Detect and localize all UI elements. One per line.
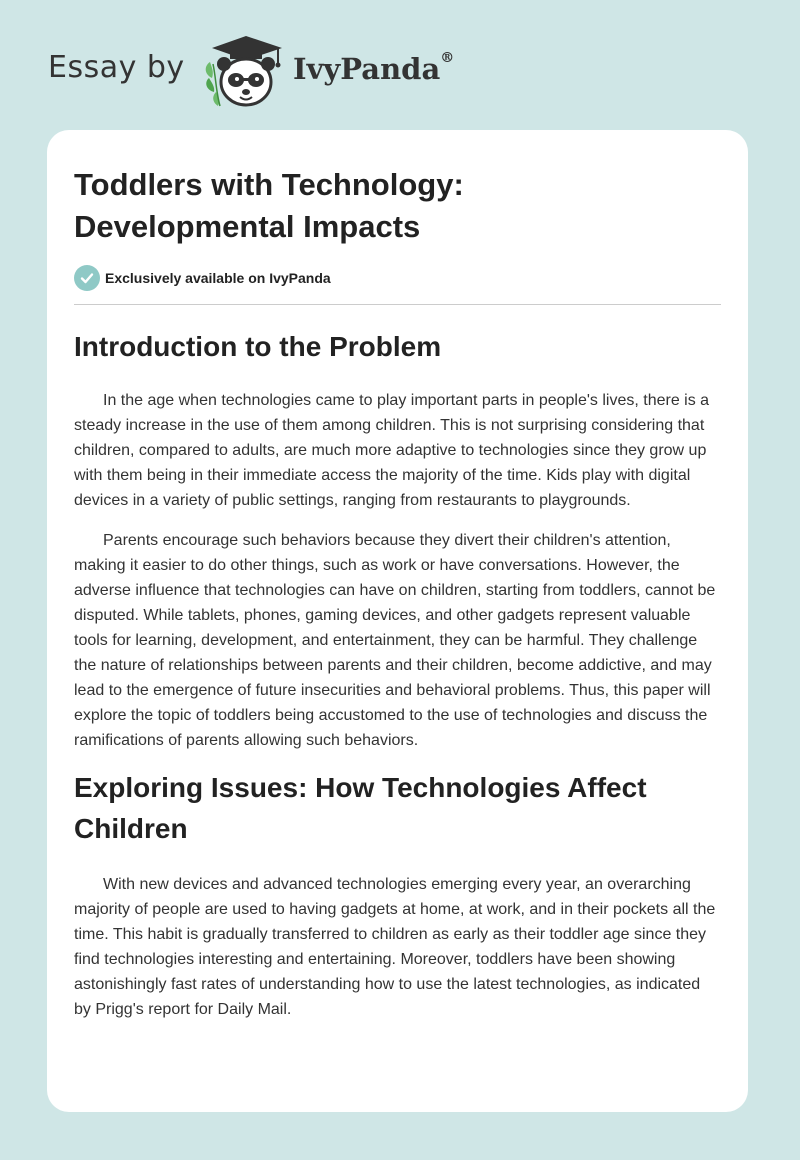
divider bbox=[74, 304, 721, 305]
panda-logo-icon[interactable] bbox=[200, 34, 288, 110]
exclusive-badge bbox=[74, 264, 721, 292]
page-title bbox=[74, 164, 721, 248]
paragraph: In the age when technologies came to play important parts in people's lives, there is a steady increase in the use of them among children. This is not surprising considering that children, compared to adults, are much more adaptive to technologies since they grow up with them being in their immediate access the majority of the time. Kids play with digital devices in a variety of public settings, ranging from restaurants to playgrounds. bbox=[74, 392, 710, 509]
section-heading-introduction: Introduction to the Problem bbox=[74, 331, 442, 362]
title-line-2: Developmental Impacts bbox=[74, 209, 421, 244]
paragraph: With new devices and advanced technologies emerging every year, an overarching majority of people are used to having gadgets at home, at work, and in their pockets all the time. This habit is gradually transferred to children as early as their toddler age since they find technologies interesting and entertaining. Moreover, toddlers have been showing astonishingly fast rates of understanding how to use the latest technologies, as indicated by Prigg's report for Daily Mail. bbox=[74, 876, 716, 1018]
section-heading-exploring-issues: Exploring Issues: How Technologies Affect Children bbox=[74, 772, 647, 844]
ivy-leaf-icon bbox=[206, 62, 220, 106]
registered-mark: ® bbox=[440, 50, 455, 66]
title-line-1: Toddlers with Technology: bbox=[74, 167, 464, 202]
brand-name-text: IvyPanda bbox=[293, 52, 441, 86]
check-icon bbox=[74, 265, 100, 291]
paragraph: Parents encourage such behaviors because they divert their children's attention, making it easier to do other things, such as work or have conversations. However, the adverse influence that technologies can have on children, starting from toddlers, cannot be disputed. While tablets, phones, gaming devices, and other gadgets represent valuable tools for learning, development, and entertainment, they can be harmful. They challenge the nature of relationships between parents and their children, become addictive, and may lead to the emergence of future insecurities and behavioral problems. Thus, this paper will explore the topic of toddlers being accustomed to the use of technologies and discuss the ramifications of parents allowing such behaviors. bbox=[74, 532, 716, 749]
essay-by-label: Essay by bbox=[48, 50, 185, 85]
essay-card bbox=[47, 130, 748, 1112]
exclusive-text: Exclusively available on IvyPanda bbox=[105, 270, 331, 286]
site-header bbox=[48, 30, 468, 110]
brand-name[interactable] bbox=[293, 52, 454, 86]
